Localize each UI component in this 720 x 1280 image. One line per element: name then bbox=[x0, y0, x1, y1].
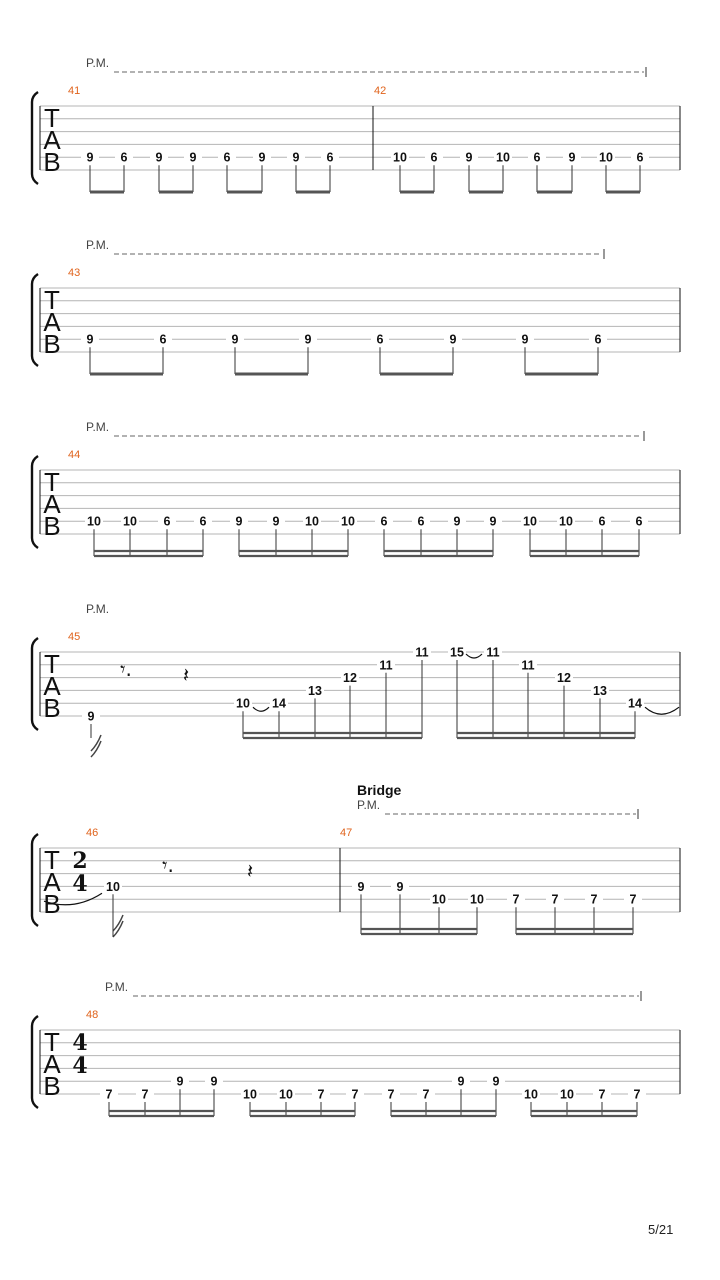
fret-number: 9 bbox=[86, 150, 94, 165]
fret-number: 6 bbox=[598, 514, 606, 529]
fret-number: 7 bbox=[551, 892, 559, 907]
fret-number: 6 bbox=[594, 332, 602, 347]
fret-number: 6 bbox=[430, 150, 438, 165]
eighth-rest: 𝄾. bbox=[120, 657, 132, 681]
fret-number: 10 bbox=[341, 514, 355, 529]
fret-number: 6 bbox=[635, 514, 643, 529]
fret-number: 7 bbox=[512, 892, 520, 907]
fret-number: 10 bbox=[523, 514, 537, 529]
tab-clef-letter: T bbox=[44, 845, 60, 875]
fret-number: 7 bbox=[351, 1087, 359, 1102]
section-title: Bridge bbox=[357, 782, 402, 798]
tab-clef-letter: A bbox=[43, 125, 61, 155]
tab-clef-letter: B bbox=[43, 329, 61, 359]
fret-number: 9 bbox=[87, 709, 95, 724]
tab-clef-letter: T bbox=[44, 1027, 60, 1057]
fret-number: 7 bbox=[105, 1087, 113, 1102]
fret-number: 10 bbox=[432, 892, 446, 907]
measure-number: 48 bbox=[86, 1009, 99, 1021]
fret-number: 10 bbox=[123, 514, 137, 529]
system-bracket bbox=[32, 1016, 38, 1108]
fret-number: 9 bbox=[272, 514, 280, 529]
fret-number: 6 bbox=[159, 332, 167, 347]
fret-number: 13 bbox=[593, 683, 607, 698]
fret-number: 9 bbox=[304, 332, 312, 347]
tab-system-6 bbox=[32, 980, 680, 1116]
measure-number: 42 bbox=[374, 85, 387, 97]
tab-clef-letter: A bbox=[43, 1049, 61, 1079]
fret-number: 6 bbox=[533, 150, 541, 165]
fret-number: 6 bbox=[636, 150, 644, 165]
fret-number: 7 bbox=[598, 1087, 606, 1102]
fret-number: 9 bbox=[521, 332, 529, 347]
fret-number: 9 bbox=[176, 1074, 184, 1089]
fret-number: 9 bbox=[210, 1074, 218, 1089]
tab-clef-letter: T bbox=[44, 103, 60, 133]
tab-clef-letter: B bbox=[43, 511, 61, 541]
fret-number: 10 bbox=[106, 879, 120, 894]
fret-number: 6 bbox=[380, 514, 388, 529]
slur bbox=[466, 654, 482, 658]
fret-number: 12 bbox=[557, 671, 571, 686]
fret-number: 10 bbox=[393, 150, 407, 165]
time-signature-bottom: 4 bbox=[72, 871, 88, 897]
tab-clef-letter: T bbox=[44, 467, 60, 497]
measure-number: 44 bbox=[68, 449, 81, 461]
tab-clef-letter: B bbox=[43, 889, 61, 919]
fret-number: 10 bbox=[496, 150, 510, 165]
fret-number: 7 bbox=[633, 1087, 641, 1102]
fret-number: 9 bbox=[453, 514, 461, 529]
fret-number: 11 bbox=[415, 645, 429, 660]
tie bbox=[645, 707, 679, 714]
quarter-rest: 𝄽 bbox=[246, 859, 254, 883]
system-bracket bbox=[32, 638, 38, 730]
fret-number: 6 bbox=[199, 514, 207, 529]
tab-clef-letter: T bbox=[44, 285, 60, 315]
fret-number: 6 bbox=[223, 150, 231, 165]
fret-number: 6 bbox=[326, 150, 334, 165]
flag bbox=[91, 735, 101, 757]
fret-number: 9 bbox=[568, 150, 576, 165]
tab-clef-letter: A bbox=[43, 671, 61, 701]
fret-number: 10 bbox=[243, 1087, 257, 1102]
fret-number: 10 bbox=[524, 1087, 538, 1102]
fret-number: 10 bbox=[87, 514, 101, 529]
tab-clef-letter: A bbox=[43, 489, 61, 519]
tab-clef-letter: B bbox=[43, 693, 61, 723]
time-signature-top: 4 bbox=[72, 1030, 88, 1056]
fret-number: 9 bbox=[492, 1074, 500, 1089]
quarter-rest: 𝄽 bbox=[182, 663, 190, 687]
palm-mute-label: P.M. bbox=[86, 420, 110, 434]
page-number: 5/21 bbox=[648, 1222, 674, 1237]
fret-number: 9 bbox=[155, 150, 163, 165]
tab-system-3 bbox=[32, 420, 680, 556]
fret-number: 9 bbox=[465, 150, 473, 165]
fret-number: 10 bbox=[559, 514, 573, 529]
time-signature-top: 2 bbox=[72, 848, 88, 874]
fret-number: 10 bbox=[236, 696, 250, 711]
measure-number: 43 bbox=[68, 267, 81, 279]
fret-number: 7 bbox=[422, 1087, 430, 1102]
palm-mute-label: P.M. bbox=[86, 56, 110, 70]
system-bracket bbox=[32, 456, 38, 548]
fret-number: 14 bbox=[628, 696, 642, 711]
fret-number: 10 bbox=[470, 892, 484, 907]
fret-number: 9 bbox=[235, 514, 243, 529]
tab-clef-letter: B bbox=[43, 147, 61, 177]
tab-clef-letter: A bbox=[43, 867, 61, 897]
system-bracket bbox=[32, 834, 38, 926]
fret-number: 11 bbox=[521, 658, 535, 673]
fret-number: 6 bbox=[417, 514, 425, 529]
fret-number: 10 bbox=[560, 1087, 574, 1102]
flag bbox=[113, 915, 123, 937]
fret-number: 13 bbox=[308, 683, 322, 698]
tab-system-4 bbox=[32, 602, 680, 757]
fret-number: 9 bbox=[292, 150, 300, 165]
fret-number: 11 bbox=[486, 645, 500, 660]
measure-number: 41 bbox=[68, 85, 81, 97]
fret-number: 10 bbox=[305, 514, 319, 529]
fret-number: 7 bbox=[387, 1087, 395, 1102]
fret-number: 9 bbox=[489, 514, 497, 529]
palm-mute-label: P.M. bbox=[86, 602, 110, 616]
measure-number: 47 bbox=[340, 827, 353, 839]
tab-clef-letter: T bbox=[44, 649, 60, 679]
palm-mute-label: P.M. bbox=[105, 980, 129, 994]
system-bracket bbox=[32, 274, 38, 366]
tab-system-5 bbox=[32, 782, 680, 937]
fret-number: 10 bbox=[599, 150, 613, 165]
fret-number: 11 bbox=[379, 658, 393, 673]
tab-clef-letter: B bbox=[43, 1071, 61, 1101]
palm-mute-label: P.M. bbox=[357, 798, 381, 812]
system-bracket bbox=[32, 92, 38, 184]
fret-number: 9 bbox=[457, 1074, 465, 1089]
palm-mute-label: P.M. bbox=[86, 238, 110, 252]
fret-number: 14 bbox=[272, 696, 286, 711]
fret-number: 9 bbox=[231, 332, 239, 347]
fret-number: 15 bbox=[450, 645, 464, 660]
fret-number: 7 bbox=[141, 1087, 149, 1102]
slur bbox=[253, 707, 269, 711]
fret-number: 10 bbox=[279, 1087, 293, 1102]
measure-number: 46 bbox=[86, 827, 99, 839]
fret-number: 9 bbox=[449, 332, 457, 347]
tab-system-1 bbox=[32, 56, 680, 192]
measure-number: 45 bbox=[68, 631, 81, 643]
tab-system-2 bbox=[32, 238, 680, 374]
fret-number: 7 bbox=[317, 1087, 325, 1102]
eighth-rest: 𝄾. bbox=[162, 853, 174, 877]
fret-number: 7 bbox=[629, 892, 637, 907]
fret-number: 6 bbox=[163, 514, 171, 529]
fret-number: 9 bbox=[357, 879, 365, 894]
fret-number: 9 bbox=[86, 332, 94, 347]
fret-number: 9 bbox=[189, 150, 197, 165]
fret-number: 9 bbox=[396, 879, 404, 894]
fret-number: 7 bbox=[590, 892, 598, 907]
fret-number: 6 bbox=[120, 150, 128, 165]
fret-number: 6 bbox=[376, 332, 384, 347]
fret-number: 12 bbox=[343, 671, 357, 686]
time-signature-bottom: 4 bbox=[72, 1053, 88, 1079]
tab-clef-letter: A bbox=[43, 307, 61, 337]
fret-number: 9 bbox=[258, 150, 266, 165]
